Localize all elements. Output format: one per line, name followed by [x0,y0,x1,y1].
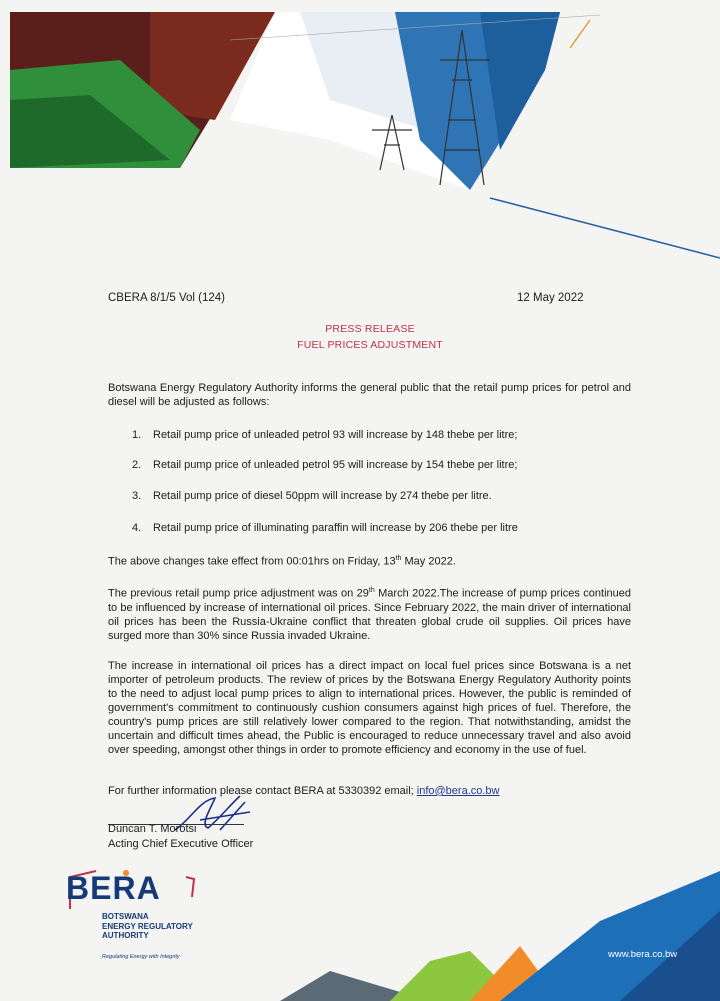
effective-text-start: The above changes take effect from 00:01hrs on Friday, 13 [108,555,396,568]
list-item-number: 2. [132,459,142,471]
org-name-line: ENERGY REGULATORY [102,921,193,931]
org-name-line: AUTHORITY [102,931,149,940]
impact-paragraph: The increase in international oil prices has a direct impact on local fuel prices since Botswana is a net importer of petroleum products. The review of prices by the Botswana Energy Regulatory Authority points to the need to adjust local pump prices to align to international prices. However, the public is reminded of government's commitment to continuously cushion consumers against high prices of fuel. Therefore, the country's pump prices are still relatively lower compared to the region. That notwithstanding, amidst the uncertain and difficult times ahead, the Public is encouraged to reduce unnecessary travel and also avoid over speeding, amongst other things in order to promote efficiency and economy in the use of fuel. [108,660,631,756]
contact-text: For further information please contact BERA at 5330392 email; [108,785,417,797]
effective-text-end: May 2022. [401,555,456,568]
signatory-name: Duncan T. Morotsi [108,823,197,835]
header-banner-graphic [0,0,720,260]
intro-paragraph: Botswana Energy Regulatory Authority informs the general public that the retail pump prices for petrol and diesel will be adjusted as follows: [108,382,631,408]
list-item-number: 1. [132,429,142,441]
website-url[interactable]: www.bera.co.bw [608,949,678,960]
signatory-block [108,822,253,851]
letter-date: 12 May 2022 [517,292,584,304]
list-item-text: Retail pump price of unleaded petrol 95 will increase by 154 thebe per litre; [153,459,518,471]
list-item-number: 3. [132,490,142,502]
bera-logo-text: BERA [66,870,161,906]
effective-date-paragraph [108,552,631,569]
signatory-title: Acting Chief Executive Officer [108,837,254,850]
contact-line [108,785,500,797]
list-item-number: 4. [132,522,142,534]
effective-ordinal: th [395,555,402,562]
background-text-end: March 2022.The increase of pump prices continued to be influenced by increase of international oil prices. Since February 2022, the main driver of international oil prices has been the Russia-Ukraine conflict that threaten global crude oil supplies. Oil prices have surged more than 30% since Russia invaded Ukraine. [108,587,631,642]
reference-number: CBERA 8/1/5 Vol (124) [108,292,225,304]
list-item-text: Retail pump price of illuminating paraffin will increase by 206 thebe per litre [153,522,518,534]
tagline: Regulating Energy with Integrity [102,954,180,960]
background-ordinal: th [368,587,375,594]
list-item-text: Retail pump price of diesel 50ppm will increase by 274 thebe per litre. [153,490,492,502]
org-name-line: BOTSWANA [102,912,149,921]
background-paragraph [108,584,631,643]
press-release-subject: FUEL PRICES ADJUSTMENT [297,339,443,351]
email-link[interactable]: info@bera.co.bw [416,785,500,797]
organisation-name [102,912,193,941]
background-text-start: The previous retail pump price adjustment was on 29 [108,587,369,600]
press-release-heading: PRESS RELEASE [325,323,415,335]
list-item-text: Retail pump price of unleaded petrol 93 will increase by 148 thebe per litre; [153,429,518,441]
